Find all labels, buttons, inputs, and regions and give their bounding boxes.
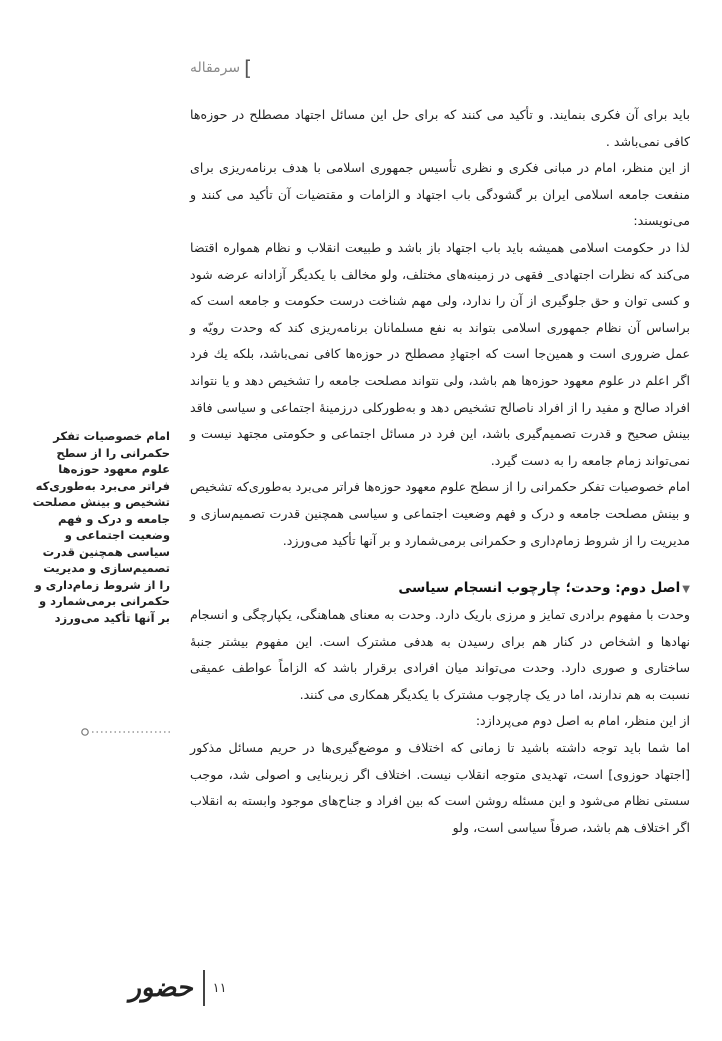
triangle-down-icon: ▼: [682, 584, 690, 596]
dotted-line-ornament: [80, 726, 172, 738]
section-heading: [190, 576, 690, 602]
footer-divider: [203, 970, 205, 1006]
paragraph: وحدت با مفهوم برادری تمایز و مرزی باریک دارد. وحدت به معنای هماهنگی، یکپارچگی و انسجام نهادها و اشخاص در کنار هم برای رسیدن به هدفی مشترک است. این مفهوم بیشتر جنبهٔ ساختاری و صوری دارد. وحدت می‌تواند میان افرادی برقرار باشد که الزاماً عواطف عمیقی نسبت به هم ندارند، اما در یک چارچوب مشترک با یکدیگر همکاری می کنند.: [190, 607, 690, 702]
page-number: ۱۱: [212, 980, 227, 996]
section-heading-text: اصل دوم: وحدت؛ چارچوب انسجام سیاسی: [398, 580, 681, 597]
quote-paragraph: اما شما باید توجه داشته باشید تا زمانی که اختلاف و موضع‌گیری‌ها در حریم مسائل مذکور [اجتهاد حوزوی] است، تهدیدی متوجه انقلاب نیست. اختلاف اگر زیربنایی و اصولی شد، موجب سستی نظام می‌شود و این مسئله روشن است که بین افراد و جناح‌های موجود وابسته به انقلاب اگر اختلاف هم باشد، صرفاً سیاسی است، ولو: [190, 740, 690, 835]
pullquote: [32, 428, 170, 626]
pullquote-text: امام خصوصیات تفکر حکمرانی را از سطح علوم معهود حوزه‌ها فراتر می‌برد به‌طوری‌که تشخیص و بینش مصلحت جامعه و درک و فهم وضعیت اجتماعی و سیاسی همچنین قدرت تصمیم‌سازی و مدیریت را از شروط زمام‌داری و حکمرانی برمی‌شمارد و بر آنها تأکید می‌ورزد: [32, 429, 170, 625]
header-bracket: ]: [244, 56, 252, 80]
paragraph: باید برای آن فکری بنمایند. و تأکید می کنند که برای حل این مسائل اجتهاد مصطلح در حوزه‌ها کافی نمی‌باشد .: [190, 107, 690, 149]
magazine-logo: حضور: [127, 973, 197, 1003]
article-body: [190, 102, 690, 841]
section-header: [190, 58, 252, 78]
paragraph: امام خصوصیات تفکر حکمرانی را از سطح علوم معهود حوزه‌ها فراتر می‌برد به‌طوری‌که تشخیص و بینش مصلحت جامعه و درک و فهم وضعیت اجتماعی و سیاسی همچنین قدرت تصمیم‌سازی و مدیریت را از شروط زمام‌داری و حکمرانی برمی‌شمارد و بر آنها تأکید می‌ورزد.: [190, 479, 690, 548]
page-footer: [127, 968, 227, 1008]
paragraph: از این منظر، امام در مبانی فکری و نظری تأسیس جمهوری اسلامی با هدف برنامه‌ریزی برای منفعت جامعه اسلامی ایران بر گشودگی باب اجتهاد و الزامات و مقتضیات آن تأکید می کنند و می‌نویسند:: [190, 160, 690, 229]
quote-paragraph: لذا در حکومت اسلامی همیشه باید باب اجتهاد باز باشد و طبیعت انقلاب و نظام همواره اقتضا می‌کند که نظرات اجتهادی_ فقهی در زمینه‌های مختلف، ولو مخالف با یکدیگر آزادانه عرضه شود و کسی توان و حق جلوگیری از آن را ندارد، ولی مهم شناخت درست حکومت و جامعه است که براساس آن نظام جمهوری اسلامی بتواند به نفع مسلمانان برنامه‌ریزی کند که وحدت رویّه و عمل ضروری است و همین‌جا است که اجتهادِ مصطلح در حوزه‌ها کافی نمی‌باشد، بلکه یك فرد اگر اعلم در علوم معهود حوزه‌ها هم باشد، ولی نتواند مصلحت جامعه را تشخیص دهد و یا نتواند افراد صالح و مفید را از افراد ناصالح تشخیص دهد و به‌طورکلی درزمینهٔ اجتماعی و سیاسی فاقد بینش صحیح و قدرت تصمیم‌گیری باشد، این فرد در مسائل اجتماعی و حکومتی مجتهد نیست و نمی‌تواند زمام جامعه را به دست گیرد.: [190, 239, 690, 468]
paragraph: از این منظر، امام به اصل دوم می‌پردازد:: [475, 713, 690, 729]
section-title: سرمقاله: [190, 60, 241, 76]
